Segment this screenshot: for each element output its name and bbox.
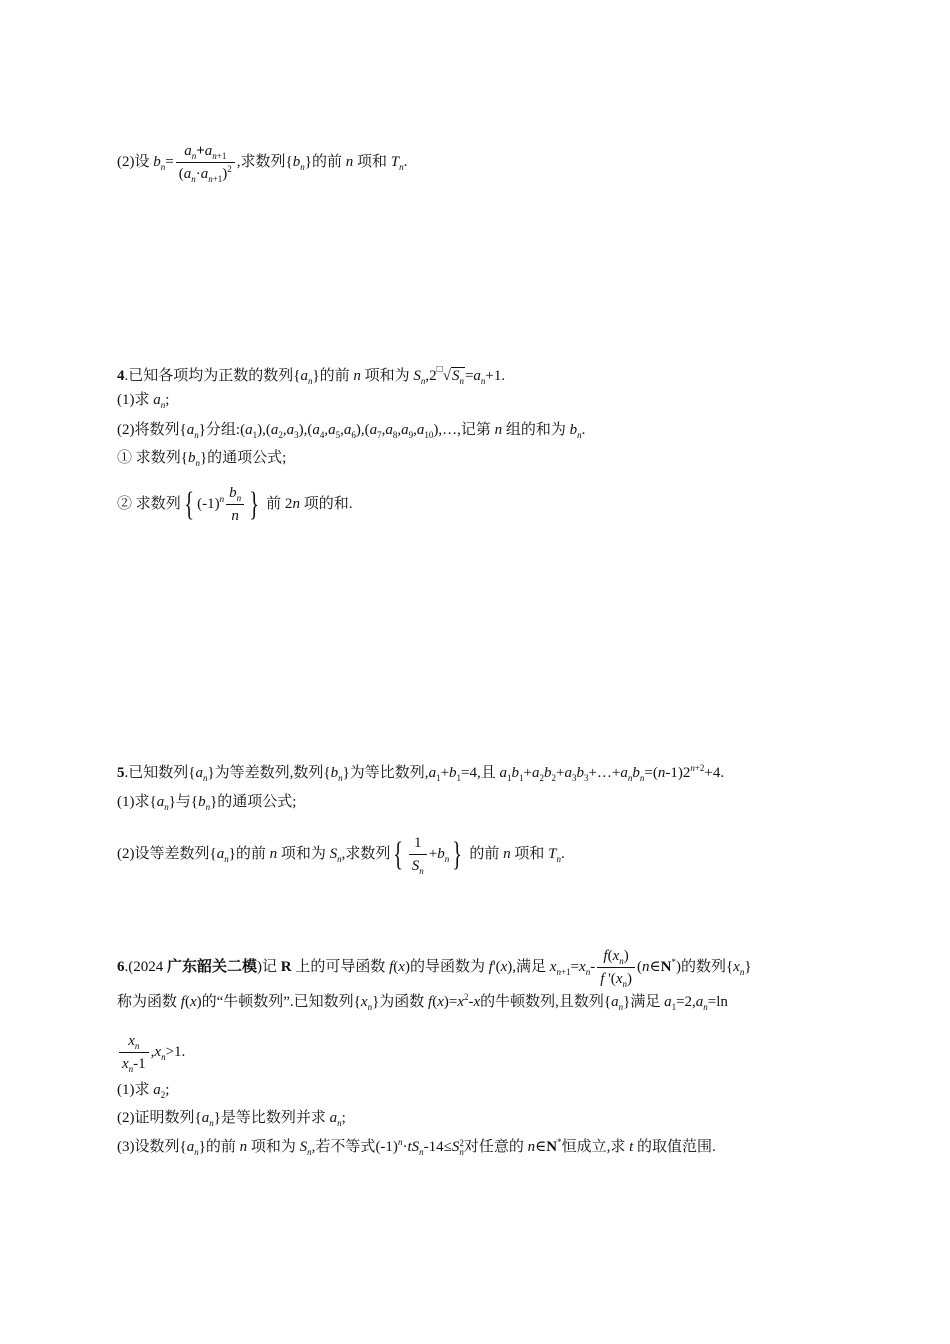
q6-part2: (2)证明数列$\{a_n\}$是等比数列并求 $a_n$; — [117, 1110, 346, 1128]
q5-intro: 5.已知数列$\{a_n\}$为等差数列,数列$\{b_n\}$为等比数列$,a_1+b_1=4$,且 $a_1b_1+a_2b_2+a_3b_3+\dots+a_nb_n=(n-1)2^{n+2}+4$. — [117, 763, 725, 783]
q4-intro: 4.已知各项均为正数的数列$\{a_n\}$的前 n 项和为 $S_n,2^□√S_n=a_n+1$. — [117, 364, 506, 386]
q6-source: 广东韶关二模 — [167, 958, 258, 975]
q4-sub1: ① 求数列$\{b_n\}$的通项公式; — [117, 450, 287, 468]
q6-newton-fraction: $\frac{f(x_n)}{f '(x_n)}$ — [597, 945, 635, 990]
q3-part2: (2)设 $b_n=$ $\frac{a_n+a_{n+1}}{(a_n\cdot a_{n+1})^2}$ ,求数列$\{b_n\}$的前 n 项和 $T_n$. — [117, 140, 407, 185]
q5-part1: (1)求$\{a_n\}$与$\{b_n\}$的通项公式; — [117, 794, 297, 812]
q6-part1: (1)求 $a_2$; — [117, 1082, 170, 1100]
q4-sub2: ② 求数列{ $(-1)^n$ $\frac{b_n}{n}$ } 前 2n 项的和. — [117, 482, 352, 527]
q5-one-over-sn: $\frac{1}{S_n}$ — [409, 832, 427, 877]
q5-number: 5 — [117, 765, 125, 781]
q6-xn-fraction: $\frac{x_n}{x_n-1}$ — [119, 1030, 149, 1075]
q4-number: 4 — [117, 368, 125, 384]
q4-bn-over-n: $\frac{b_n}{n}$ — [226, 482, 244, 527]
q4-part2: (2)将数列$\{a_n\}$分组$:(a_1),(a_2,a_3),(a_4,a_5,a_6),(a_7,a_8,a_9,a_{10}),\dots$,记第 n 组的和为 $b_n$. — [117, 422, 586, 440]
q3-bn-fraction: $\frac{a_n+a_{n+1}}{(a_n\cdot a_{n+1})^2}$ — [176, 140, 235, 185]
q6-line2: 称为函数 f(x)的“牛顿数列”.已知数列$\{x_n\}$为函数 $f(x)=x^2-x$的牛顿数列,且数列$\{a_n\}$满足 $a_1=2,a_n=\ln$ — [117, 992, 728, 1012]
q6-number: 6 — [117, 958, 125, 975]
q4-part1: (1)求 $a_n$; — [117, 392, 170, 410]
q6-intro: 6.(2024 广东韶关二模)记 R 上的可导函数 f(x)的导函数为 f'(x),满足 $x_{n+1}=x_n-$ $\frac{f(x_n)}{f '(x_n)}$ (n∈N*)的数列$\{x_n\}$ — [117, 945, 752, 990]
q6-part3: (3)设数列$\{a_n\}$的前 n 项和为 $S_n$,若不等式$(-1)^n\cdot tS_n-14\le S$ 2 n 对任意的 n∈N*恒成立,求 t 的取值范围. — [117, 1137, 716, 1157]
q5-part2: (2)设等差数列$\{a_n\}$的前 n 项和为 $S_n$,求数列{ $\frac{1}{S_n}$ $+b_n$} 的前 n 项和 $T_n$. — [117, 832, 565, 877]
q6-line3: $\frac{x_n}{x_n-1}$ $,x_n>1$. — [117, 1030, 185, 1075]
q3-part2-text: (2)设 — [117, 153, 154, 170]
